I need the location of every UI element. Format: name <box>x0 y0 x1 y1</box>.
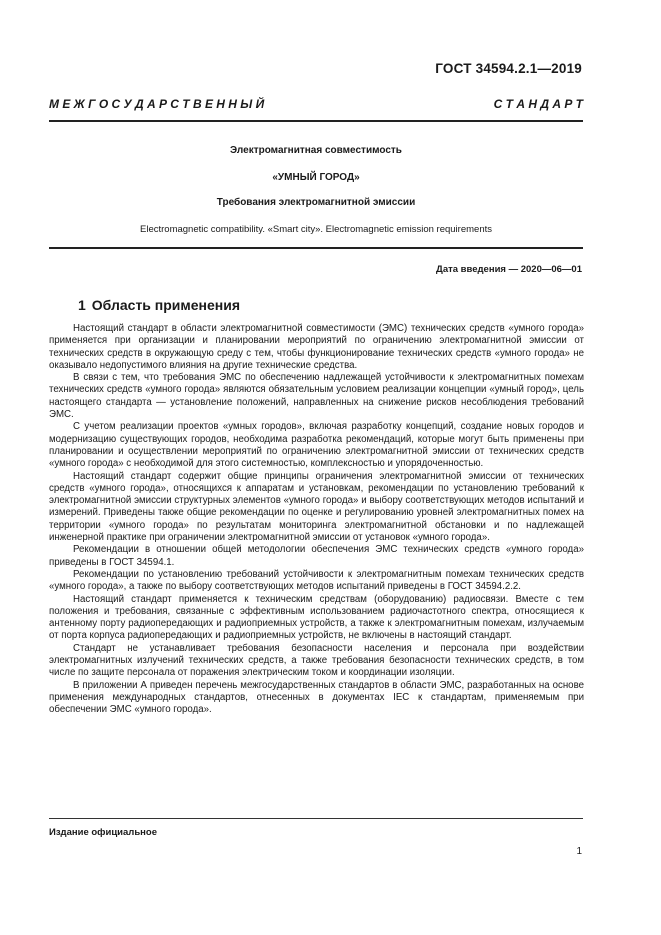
section-number: 1 <box>78 297 86 313</box>
introduction-date: Дата введения — 2020—06—01 <box>436 264 582 275</box>
paragraph: С учетом реализации проектов «умных городов», включая разработку концепций, создание новых городов и модернизацию существующих городов, необходима разработка рекомендаций, которые могут быть применены при планировании и осуществлении мероприятий по ограничению электромагнитной эмиссии от технических средств «умного города» с необходимой для этого системностью, комплексностью и упорядоченностью. <box>49 421 584 470</box>
title-english: Electromagnetic compatibility. «Smart city». Electromagnetic emission requirements <box>140 224 492 235</box>
standard-type-word-interstate: М Е Ж Г О С У Д А Р С Т В Е Н Н Ы Й <box>49 97 265 111</box>
page-number: 1 <box>576 846 582 857</box>
edition-label: Издание официальное <box>49 827 157 838</box>
standard-type-banner <box>49 97 583 111</box>
header-divider <box>49 120 583 122</box>
title-line-2: «УМНЫЙ ГОРОД» <box>272 172 360 183</box>
title-line-3: Требования электромагнитной эмиссии <box>216 197 416 208</box>
section-body <box>49 323 584 717</box>
footer-divider <box>49 818 583 819</box>
paragraph: В связи с тем, что требования ЭМС по обеспечению надлежащей устойчивости к электромагнитных помехам технических средств «умного города» являются обязательным условием реализации концепции «умный город», цель настоящего стандарта — установление положений, направленных на снижение рисков несоблюдения требований ЭМС. <box>49 372 584 421</box>
paragraph: Настоящий стандарт в области электромагнитной совместимости (ЭМС) технических средств «умного города» применяется при организации и планировании мероприятий по ограничению электромагнитной эмиссии от технических средств в окружающую среду с тем, чтобы функционирование технических средств «умного города» не оказывало недопустимого влияния на другие технические средства. <box>49 323 584 371</box>
paragraph: Рекомендации в отношении общей методологии обеспечения ЭМС технических средств «умного города» приведены в ГОСТ 34594.1. <box>49 544 584 568</box>
document-code: ГОСТ 34594.2.1—2019 <box>435 61 582 76</box>
section-heading <box>78 297 240 313</box>
paragraph: Настоящий стандарт содержит общие принципы ограничения электромагнитной эмиссии от технических средств «умного города», относящихся к аппаратам и установкам, рекомендации по установлению требований к электромагнитной эмиссии структурных элементов «умного города» и выбору соответствующих методов испытаний и измерений. Приведены также общие рекомендации по оценке и регулированию уровней электромагнитных помех на территории «умного города» по результатам мониторинга электромагнитной обстановки и по надлежащей инженерной практике при ограничении электромагнитной эмиссии от установок «умного города». <box>49 470 584 544</box>
paragraph: Стандарт не устанавливает требования безопасности населения и персонала при воздействии электромагнитных излучений технических средств, а также требования безопасности технических средств, в том числе по защите персонала от поражения электрическим током и координации изоляции. <box>49 642 584 679</box>
title-line-1: Электромагнитная совместимость <box>230 145 402 156</box>
paragraph: Настоящий стандарт применяется к техническим средствам (оборудованию) радиосвязи. Вместе с тем положения и требования, связанные с эффективным использованием радиочастотного спектра, относящиеся к антенному порту радиопередающих и радиоприемных устройств, а также к электромагнитным помехам, излучаемым от порта корпуса радиопередающих и радиоприемных устройств, не включены в настоящий стандарт. <box>49 593 584 642</box>
paragraph: Рекомендации по установлению требований устойчивости к электромагнитным помехам технических средств «умного города», а также по выбору соответствующих методов испытаний приведены в ГОСТ 34594.2.2. <box>49 568 584 593</box>
standard-type-word-standard: С Т А Н Д А Р Т <box>493 97 583 111</box>
section-title: Область применения <box>91 297 241 313</box>
title-divider <box>49 247 583 249</box>
paragraph: В приложении А приведен перечень межгосударственных стандартов в области ЭМС, разработанных на основе применения международных стандартов, отнесенных в документах IEC к стандартам, применяемым при обеспечении ЭМС «умного города». <box>49 679 584 716</box>
